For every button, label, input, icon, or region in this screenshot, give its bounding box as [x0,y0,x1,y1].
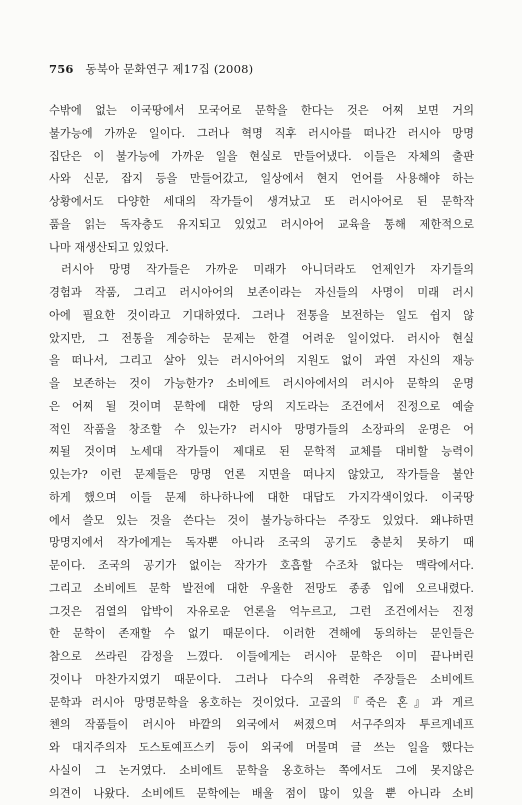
text-line: 찌될 것이며 노세대 작가들이 제대로 된 문학적 교체를 대비할 능력이 [49,441,474,464]
text-line: 와 대지주의자 도스토예프스키 등이 외국에 머물며 글 쓰는 일을 했다는 [49,737,474,760]
text-line: 경험과 작품, 그리고 러시아어의 보존이라는 자신들의 사명이 미래 러시 [49,282,474,305]
text-line: 집단은 이 불가능에 가까운 일을 현실로 만들어냈다. 이들은 자체의 출판 [49,146,474,169]
text-line: 것이나 마찬가지였기 때문이다. 그러나 다수의 유력한 주장들은 소비에트 [49,669,474,692]
text-line: 있는가? 이런 문제들은 망명 언론 지면을 떠나지 않았고, 작가들을 불안 [49,464,474,487]
body-text [49,100,474,805]
text-line: 을 떠나서, 그리고 살아 있는 러시아어의 지원도 없이 과연 자신의 재능 [49,350,474,373]
text-line: 상황에서도 다양한 세대의 작가들이 생겨났고 또 러시아어로 된 문학작 [49,191,474,214]
text-line: 수밖에 없는 이국땅에서 모국어로 문학을 한다는 것은 어찌 보면 거의 [49,100,474,123]
text-line: 에서 쓸모 있는 것을 쓴다는 것이 불가능하다는 주장도 있었다. 왜냐하면 [49,510,474,533]
page-header [49,61,253,77]
text-line: 불가능에 가까운 일이다. 그러나 혁명 직후 러시아를 떠나간 러시아 망명 [49,123,474,146]
text-line: 문이다. 조국의 공기가 없이는 작가가 호흡할 수조차 없다는 맥락에서다. [49,555,474,578]
text-line: 았지만, 그 전통을 계승하는 문제는 한결 어려운 일이었다. 러시아 현실 [49,328,474,351]
text-line: 한 문학이 존재할 수 없기 때문이다. 이러한 견해에 동의하는 문인들은 [49,623,474,646]
text-line: 그리고 소비에트 문학 발전에 대한 우울한 전망도 종종 입에 오르내렸다. [49,578,474,601]
text-line: 첸의 작품들이 러시아 바깥의 외국에서 써졌으며 서구주의자 투르게네프 [49,714,474,737]
text-line: 을 보존하는 것이 가능한가? 소비에트 러시아에서의 러시아 문학의 운명 [49,373,474,396]
text-line: 러시아 망명 작가들은 가까운 미래가 아니더라도 언제인가 자기들의 [49,259,474,282]
text-line: 하게 했으며 이들 문제 하나하나에 대한 대답도 가지각색이었다. 이국땅 [49,487,474,510]
text-line: 사실이 그 논거였다. 소비에트 문학을 옹호하는 쪽에서도 그에 못지않은 [49,760,474,783]
text-line: 문학과 러시아 망명문학을 옹호하는 것이었다. 고골의『죽은 혼』과 게르 [49,692,474,715]
text-line: 적인 작품을 창조할 수 있는가? 러시아 망명가들의 소장파의 운명은 어 [49,419,474,442]
page-number: 756 [49,62,74,76]
running-title: 동북아 문화연구 제17집 (2008) [85,62,253,76]
text-line: 품을 읽는 독자층도 유지되고 있었고 러시아어 교육을 통해 제한적으로 [49,214,474,237]
text-line: 그것은 검열의 압박이 자유로운 언론을 억누르고, 그런 조건에서는 진정 [49,601,474,624]
text-line: 의견이 나왔다. 소비에트 문학에는 배울 점이 많이 있을 뿐 아니라 소비 [49,783,474,805]
text-line: 은 어찌 될 것이며 문학에 대한 당의 지도라는 조건에서 진정으로 예술 [49,396,474,419]
text-line: 망명지에서 작가에게는 독자뿐 아니라 조국의 공기도 충분치 못하기 때 [49,532,474,555]
text-line: 참으로 쓰라린 감정을 느꼈다. 이들에게는 러시아 문학은 이미 끝나버린 [49,646,474,669]
text-line: 아에 필요한 것이라고 기대하였다. 그러나 전통을 보전하는 일도 쉽지 않 [49,305,474,328]
text-line: 사와 신문, 잡지 등을 만들어갔고, 일상에서 현지 언어를 사용해야 하는 [49,168,474,191]
text-line: 나마 재생산되고 있었다. [49,237,474,260]
